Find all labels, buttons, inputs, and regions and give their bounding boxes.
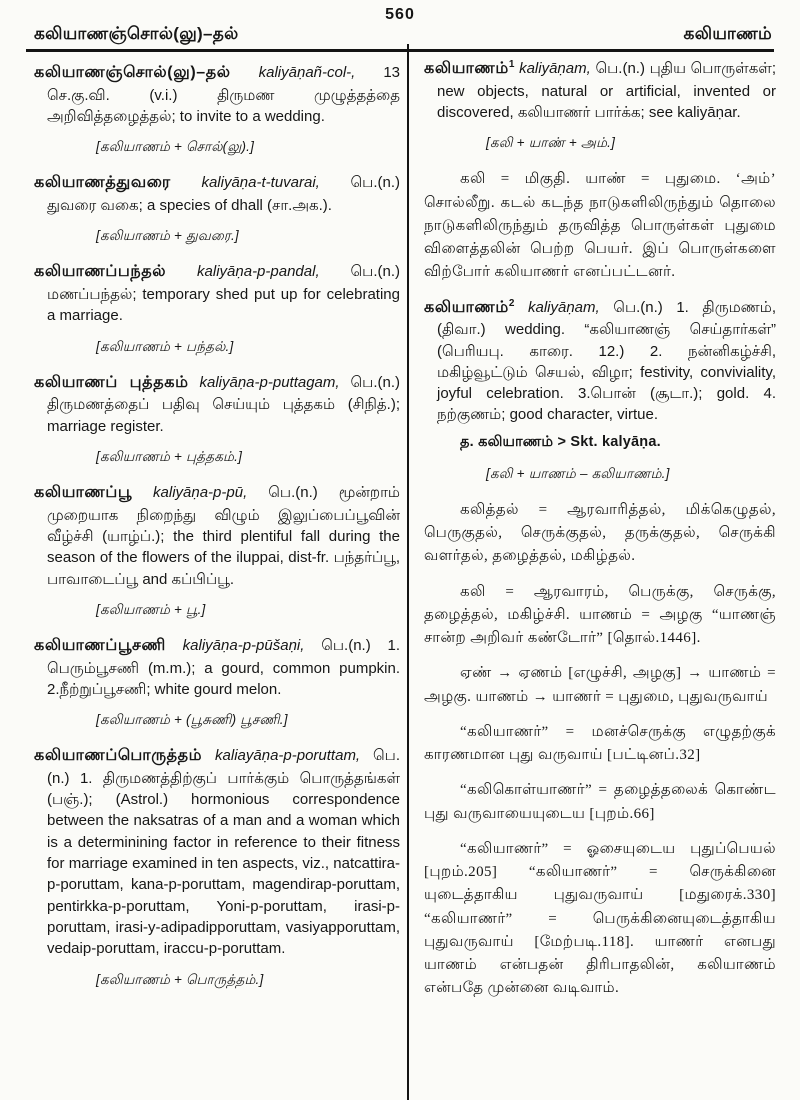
etymology-note: [கலியாணம் + புத்தகம்.] [96, 448, 243, 464]
running-head-right: கலியாணம் [683, 24, 772, 43]
etymology-note: [கலியாணம் + பொருத்தம்.] [96, 971, 264, 987]
dictionary-entry [34, 372, 400, 437]
entry-transliteration: kaliayāṇa-p-poruttam, [215, 747, 361, 765]
entry-transliteration: kaliyāṇam, [527, 298, 600, 316]
etymology-note: [கலியாணம் + சொல்(லு).] [96, 139, 255, 155]
entry-definition: பெ.(n.) மூன்றாம் முறையாக நிறைந்து விழும் இலுப்பைப்பூவின் வீழ்ச்சி (யாழ்ப்.); the third plentiful fall during the season of the flowers of the iluppai, dist-fr. பந்தர்ப்பூ, பாவாடைப்பூ and கப்பிப்பூ. [47, 483, 401, 588]
entry-definition: 13 செ.கு.வி. (v.i.) திருமண முழுத்தத்தை அறிவித்தழைத்தல்; to invite to a wedding. [47, 64, 400, 126]
entry-transliteration: kaliyāṇañ-col-, [258, 64, 356, 81]
commentary-paragraph: “கலியாணர்” = மனச்செருக்கு எழுதற்குக் காரணமான புது வருவாய் [பட்டினப்.32] [424, 723, 776, 764]
running-head-left: கலியாணஞ்சொல்(லு)–தல் [34, 24, 239, 43]
entry-definition: பெ.(n.) துவரை வகை; a species of dhall (சா.அக.). [47, 174, 401, 215]
entry-headword: கலியாணப்பந்தல் [34, 263, 167, 281]
entry-headword: கலியாணம் [424, 60, 509, 77]
etymology-note: [கலி + யாண் + அம்.] [486, 135, 616, 151]
dictionary-entry [34, 62, 400, 127]
entry-definition: பெ.(n.) 1. திருமணத்திற்குப் பார்க்கும் பொருத்தங்கள் (பஞ்.); (Astrol.) hormonious correspondence between the naksatras of a man and a woman which is a determinining factor in reference to their fitness for marriage examined in ten aspects, viz., natcattira-p-poruttam, kana-p-poruttam, magendirap-poruttam, pentirkka-p-poruttam, Yoni-p-poruttam, irasi-p-poruttam, irasi-y-adipadipporuttam, vasiyapporuttam, vedaip-poruttam, iraccu-p-poruttam. [47, 747, 401, 958]
etymology-note: [கலி + யாணம் – கலியாணம்.] [486, 465, 670, 481]
headword-superscript: 2 [508, 297, 515, 309]
etymology-note: [கலியாணம் + (பூசுணி) பூசணி.] [96, 712, 288, 728]
entry-definition: பெ.(n.) திருமணத்தைப் பதிவு செய்யும் புத்தகம் (சிநித்.); marriage register. [47, 373, 401, 435]
etymology-note: [கலியாணம் + துவரை.] [96, 228, 239, 244]
entry-definition: பெ.(n.) புதிய பொருள்கள்; new objects, natural or artificial, invented or discovered, கலியாணர் பார்க்க; see kaliyāṇar. [437, 60, 777, 122]
dictionary-entry [34, 745, 400, 959]
commentary-paragraph: கலி = ஆரவாரம், பெருக்கு, செருக்கு, தழைத்தல், மகிழ்ச்சி. யாணம் = அழகு “யாணஞ் சான்ற அறிவர் கண்டோர்” [தொல்.1446]. [424, 583, 776, 647]
dictionary-entry [424, 58, 776, 123]
dictionary-entry [34, 261, 400, 326]
entry-transliteration: kaliyāṇa-p-pūšaṇi, [182, 636, 305, 654]
entry-headword: கலியாணப்பூ [34, 483, 133, 501]
entry-transliteration: kaliyāṇa-t-tuvarai, [201, 174, 320, 192]
etymology-note: [கலியாணம் + பூ.] [96, 601, 206, 617]
etymology-note: [கலியாணம் + பந்தல்.] [96, 338, 234, 354]
left-column [34, 62, 400, 1005]
header-rule [26, 49, 774, 52]
dictionary-entry [424, 297, 776, 426]
commentary-paragraph: கலி = மிகுதி. யாண் = புதுமை. ‘அம்’ சொல்லீறு. கடல் கடந்த நாடுகளிலிருந்தும் தொலை நாடுகளிலிருந்தும் தருவித்த பொருள்கள் புதுமை விளைத்தலின் பெற்ற பெயர். இப் பொருள்களை விற்போர் கலியாணர் எனப்பட்டனர். [424, 171, 776, 281]
dictionary-entry [34, 172, 400, 216]
entry-headword: கலியாணஞ்சொல்(லு)–தல் [34, 64, 231, 81]
commentary-paragraph: “கலிகொள்யாணர்” = தழைத்தலைக் கொண்ட புது வருவாயையுடைய [புறம்.66] [424, 782, 776, 822]
commentary-paragraph: ஏண் → ஏணம் [எழுச்சி, அழகு] → யாணம் = அழகு. யாணம் → யாணர் = புதுமை, புதுவருவாய் [424, 665, 776, 705]
right-column [424, 58, 776, 1013]
dictionary-entry [34, 635, 400, 700]
entry-transliteration: kaliyāṇa-p-pandal, [197, 263, 320, 281]
entry-headword: கலியாணப் புத்தகம் [34, 373, 189, 391]
entry-transliteration: kaliyāṇa-p-puttagam, [199, 373, 340, 391]
headword-superscript: 1 [508, 59, 515, 70]
entry-headword: கலியாணம் [424, 298, 509, 316]
page-number: 560 [385, 6, 415, 23]
commentary-paragraph: “கலியாணர்” = ஓசையுடைய புதுப்பெயல் [புறம்.205] “கலியாணர்” = செருக்கினை யுடைத்தாகிய புதுவருவாய் [மதுரைக்.330] “கலியாணர்” = பெருக்கினையுடைத்தாகிய புதுவருவாய் [மேற்படி.118]. யாணர் எனபது யாணம் என்பதன் திரிபாதலின், கலியாணம் என்பதே முன்னை வடிவாம். [424, 840, 776, 997]
entry-headword: கலியாணப்பொருத்தம் [34, 747, 203, 765]
column-divider [407, 44, 409, 1100]
entry-definition: பெ.(n.) மணப்பந்தல்; temporary shed put up for celebrating a marriage. [47, 263, 400, 325]
entry-transliteration: kaliyāṇa-p-pū, [153, 483, 248, 501]
entry-definition: பெ.(n.) 1. திருமணம், (திவா.) wedding. “கலியாணஞ் செய்தார்கள்” (பெரியபு. காரை. 12.) 2. நன்னிகழ்ச்சி, மகிழ்வூட்டும் செயல், விழா; festivity, conviviality, joyful celebration. 3.பொன் (சூடா.); gold. 4. நற்குணம்; good character, virtue. [437, 298, 777, 424]
derivation-note: த. கலியாணம் > Skt. kalyāṇa. [460, 433, 661, 450]
dictionary-entry [34, 482, 400, 590]
commentary-paragraph: கலித்தல் = ஆரவாரித்தல், மிக்கெழுதல், பெருகுதல், செருக்குதல், தருக்குதல், செருக்கி வளர்தல், தழைத்தல், மகிழ்தல். [424, 501, 776, 565]
entry-transliteration: kaliyāṇam, [519, 60, 591, 77]
entry-headword: கலியாணப்பூசணி [34, 636, 166, 654]
entry-headword: கலியாணத்துவரை [34, 174, 171, 192]
entry-definition: பெ.(n.) 1. பெரும்பூசணி (m.m.); a gourd, common pumpkin. 2.நீற்றுப்பூசணி; white gourd melon. [47, 636, 401, 698]
